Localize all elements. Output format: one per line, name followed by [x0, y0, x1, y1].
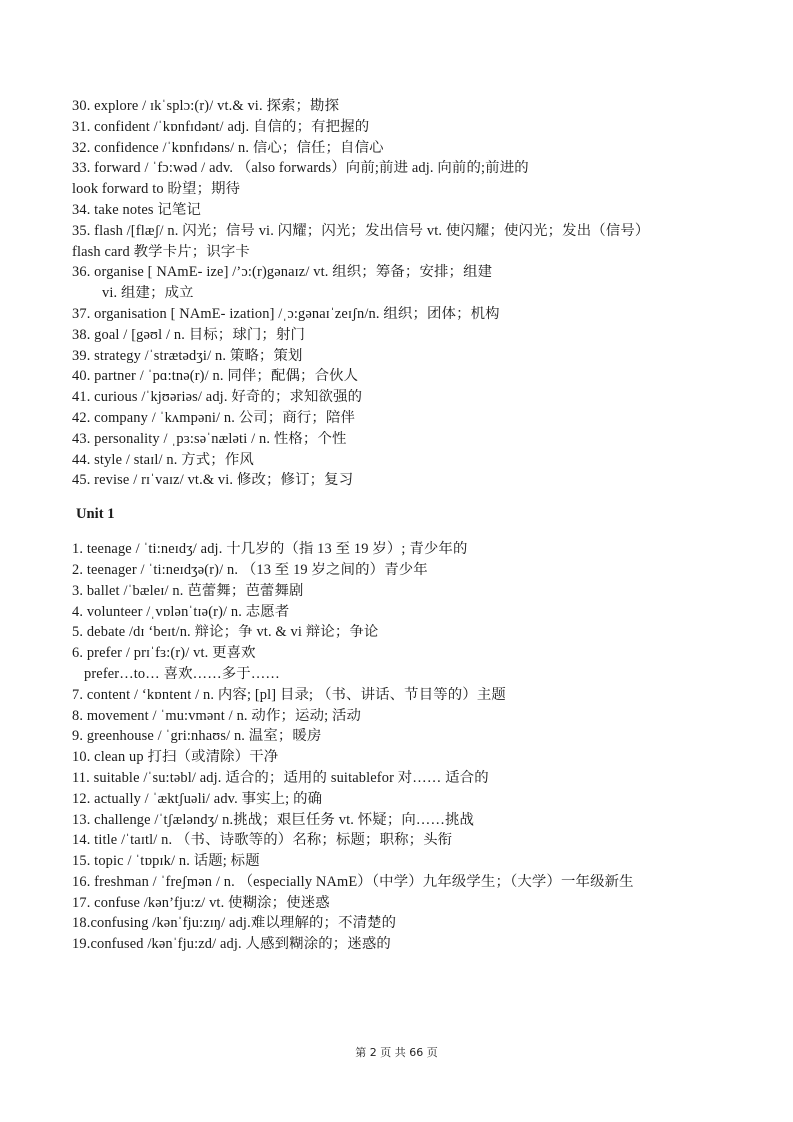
unit1-entry-9: 9. greenhouse / ˈgri:nhaʊs/ n. 温室；暖房 — [72, 728, 322, 745]
unit1-entry-13: 13. challenge /ˈtʃæləndʒ/ n.挑战；艰巨任务 vt. 怀疑；向……挑战 — [72, 811, 475, 828]
unit1-entry-14: 14. title /ˈtaɪtl/ n. （书、诗歌等的）名称；标题；职称；头衔 — [72, 832, 453, 849]
vocab-entry-34: 34. take notes 记笔记 — [72, 201, 201, 218]
unit1-entry-18: 18.confusing /kənˈfju:zɪŋ/ adj.难以理解的；不清楚的 — [72, 915, 397, 932]
unit1-entry-11: 11. suitable /ˈsu:təbl/ adj. 适合的；适用的 suitablefor 对…… 适合的 — [72, 769, 489, 786]
vocab-entry-37: 37. organisation [ NAmE- ization] /ˌɔ:gənaɪˈzeɪʃn/n. 组织；团体；机构 — [72, 305, 500, 322]
vocab-entry-44: 44. style / staɪl/ n. 方式；作风 — [72, 451, 254, 468]
unit1-entry-2: 2. teenager / ˈti:neɪdʒə(r)/ n. （13 至 19 岁之间的）青少年 — [72, 561, 428, 578]
unit1-phrase-prefer-to: prefer…to… 喜欢……多于…… — [84, 665, 280, 682]
unit1-entry-5: 5. debate /dɪ ‘beɪt/n. 辩论；争 vt. & vi 辩论；争论 — [72, 624, 379, 641]
vocab-entry-32: 32. confidence /ˈkɒnfɪdəns/ n. 信心；信任；自信心 — [72, 139, 384, 156]
unit1-entry-17: 17. confuse /kən’fju:z/ vt. 使糊涂；使迷惑 — [72, 894, 330, 911]
vocab-entry-30: 30. explore / ɪkˈsplɔ:(r)/ vt.& vi. 探索；勘探 — [72, 98, 340, 114]
unit-heading: Unit 1 — [76, 506, 115, 523]
vocab-phrase-look-forward-to: look forward to 盼望；期待 — [72, 181, 241, 198]
vocab-entry-38: 38. goal / [gəʊl / n. 目标；球门；射门 — [72, 326, 306, 343]
unit1-entry-4: 4. volunteer /ˌvɒlənˈtɪə(r)/ n. 志愿者 — [72, 603, 290, 620]
unit1-entry-16: 16. freshman / ˈfreʃmən / n. （especially NAmE）（中学）九年级学生；（大学）一年级新生 — [72, 873, 634, 890]
vocab-entry-39: 39. strategy /ˈstrætədʒi/ n. 策略；策划 — [72, 347, 303, 364]
vocab-entry-40: 40. partner / ˈpɑ:tnə(r)/ n. 同伴；配偶；合伙人 — [72, 368, 359, 385]
vocab-entry-36-continued: vi. 组建；成立 — [102, 285, 194, 302]
vocab-entry-35: 35. flash /[flæʃ/ n. 闪光；信号 vi. 闪耀；闪光；发出信号 vt. 使闪耀；使闪光；发出（信号） — [72, 222, 650, 239]
vocab-entry-36: 36. organise [ NAmE- ize] /’ɔ:(r)gənaɪz/ vt. 组织；筹备；安排；组建 — [72, 264, 493, 281]
vocab-entry-31: 31. confident /ˈkɒnfɪdənt/ adj. 自信的；有把握的 — [72, 118, 370, 135]
unit1-entry-1: 1. teenage / ˈti:neɪdʒ/ adj. 十几岁的（指 13 至 19 岁）; 青少年的 — [72, 541, 468, 558]
unit1-entry-15: 15. topic / ˈtɒpɪk/ n. 话题; 标题 — [72, 853, 260, 870]
vocabulary-list — [72, 96, 732, 955]
unit1-entry-10: 10. clean up 打扫（或清除）干净 — [72, 749, 279, 766]
unit1-entry-19: 19.confused /kənˈfju:zd/ adj. 人感到糊涂的；迷惑的 — [72, 936, 391, 953]
unit1-entry-12: 12. actually / ˈæktʃuəli/ adv. 事实上; 的确 — [72, 790, 323, 807]
unit1-entry-7: 7. content / ‘kɒntent / n. 内容; [pl] 目录; （书、讲话、节目等的）主题 — [72, 686, 506, 703]
vocab-entry-42: 42. company / ˈkʌmpəni/ n. 公司；商行；陪伴 — [72, 409, 356, 426]
vocab-entry-45: 45. revise / rɪˈvaɪz/ vt.& vi. 修改；修订；复习 — [72, 472, 354, 489]
vocab-phrase-flash-card: flash card 教学卡片；识字卡 — [72, 243, 250, 260]
page-footer: 第 2 页 共 66 页 — [355, 1046, 438, 1059]
unit1-entry-3: 3. ballet /ˈbæleɪ/ n. 芭蕾舞；芭蕾舞剧 — [72, 582, 304, 599]
vocab-entry-43: 43. personality / ˌpɜ:səˈnæləti / n. 性格；个性 — [72, 430, 347, 447]
unit1-entry-6: 6. prefer / prɪˈfɜ:(r)/ vt. 更喜欢 — [72, 645, 256, 662]
unit1-entry-8: 8. movement / ˈmu:vmənt / n. 动作；运动; 活动 — [72, 707, 362, 724]
vocab-entry-33: 33. forward / ˈfɔ:wəd / adv. （also forwards）向前;前进 adj. 向前的;前进的 — [72, 160, 529, 177]
vocab-entry-41: 41. curious /ˈkjʊəriəs/ adj. 好奇的；求知欲强的 — [72, 389, 363, 406]
